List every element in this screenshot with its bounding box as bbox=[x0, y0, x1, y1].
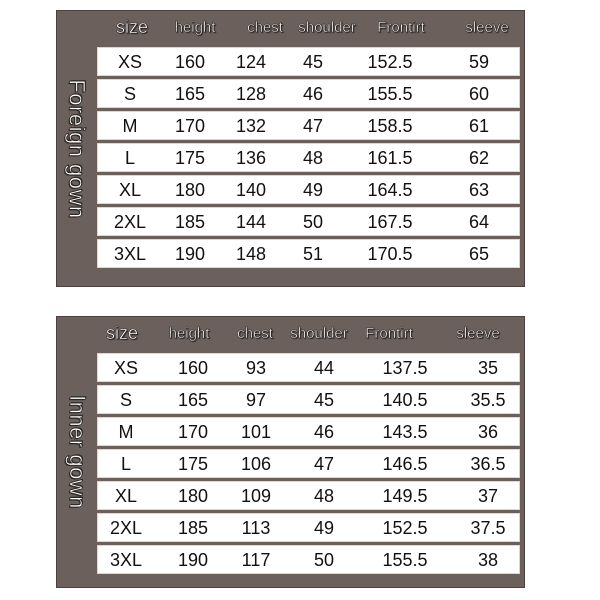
foreign-gown-size-table bbox=[56, 10, 525, 287]
header-size: size bbox=[105, 323, 139, 343]
cell-chest: 106 bbox=[240, 454, 272, 474]
cell-frontirt: 170.5 bbox=[367, 244, 413, 264]
cell-shoulder: 47 bbox=[313, 454, 335, 474]
cell-size: L bbox=[124, 148, 136, 168]
cell-chest: 136 bbox=[235, 148, 267, 168]
cell-height: 160 bbox=[177, 358, 209, 378]
cell-shoulder: 49 bbox=[313, 518, 335, 538]
cell-sleeve: 38 bbox=[477, 550, 499, 570]
table-body bbox=[97, 353, 520, 577]
cell-height: 170 bbox=[174, 116, 206, 136]
table-row bbox=[97, 449, 520, 478]
cell-shoulder: 45 bbox=[302, 52, 324, 72]
cell-size: 2XL bbox=[109, 518, 143, 538]
header-shoulder: shoulder bbox=[298, 19, 356, 36]
cell-chest: 144 bbox=[235, 212, 267, 232]
cell-height: 180 bbox=[177, 486, 209, 506]
cell-chest: 113 bbox=[241, 518, 271, 538]
cell-height: 180 bbox=[174, 180, 206, 200]
cell-shoulder: 47 bbox=[302, 116, 324, 136]
header-chest: chest bbox=[247, 19, 283, 36]
header-chest: chest bbox=[237, 325, 273, 342]
cell-height: 185 bbox=[177, 518, 209, 538]
table-row bbox=[97, 111, 520, 140]
table-row bbox=[97, 417, 520, 446]
cell-size: S bbox=[119, 390, 133, 410]
cell-size: M bbox=[118, 422, 134, 442]
cell-sleeve: 61 bbox=[468, 116, 490, 136]
cell-size: XS bbox=[113, 358, 139, 378]
cell-size: 3XL bbox=[113, 244, 147, 264]
cell-shoulder: 48 bbox=[302, 148, 324, 168]
cell-height: 170 bbox=[177, 422, 209, 442]
header-size: size bbox=[115, 17, 149, 37]
cell-sleeve: 35.5 bbox=[470, 390, 506, 410]
cell-sleeve: 60 bbox=[468, 84, 490, 104]
header-row bbox=[97, 11, 520, 47]
cell-frontirt: 155.5 bbox=[382, 550, 428, 570]
cell-shoulder: 51 bbox=[302, 244, 324, 264]
inner-gown-size-table bbox=[56, 316, 525, 588]
cell-frontirt: 161.5 bbox=[367, 148, 413, 168]
cell-frontirt: 152.5 bbox=[367, 52, 413, 72]
cell-size: L bbox=[120, 454, 132, 474]
header-height: height bbox=[174, 19, 216, 36]
cell-chest: 97 bbox=[245, 390, 267, 410]
table-row bbox=[97, 481, 520, 510]
cell-size: 2XL bbox=[113, 212, 147, 232]
cell-shoulder: 44 bbox=[313, 358, 335, 378]
cell-chest: 93 bbox=[245, 358, 267, 378]
table-row bbox=[97, 175, 520, 204]
table-row bbox=[97, 207, 520, 236]
cell-chest: 124 bbox=[235, 52, 267, 72]
table-body bbox=[97, 47, 520, 271]
header-row bbox=[97, 317, 520, 353]
cell-shoulder: 46 bbox=[302, 84, 324, 104]
cell-height: 175 bbox=[177, 454, 209, 474]
table-row bbox=[97, 353, 520, 382]
header-height: height bbox=[168, 325, 210, 342]
header-shoulder: shoulder bbox=[290, 325, 348, 342]
cell-height: 165 bbox=[174, 84, 206, 104]
table-row bbox=[97, 545, 520, 574]
header-frontirt: Frontirt bbox=[365, 325, 413, 342]
foreign-gown-label: Foreign gown bbox=[65, 78, 90, 219]
cell-frontirt: 137.5 bbox=[382, 358, 428, 378]
cell-sleeve: 62 bbox=[468, 148, 490, 168]
cell-chest: 148 bbox=[235, 244, 267, 264]
cell-sleeve: 37.5 bbox=[470, 518, 506, 538]
cell-sleeve: 65 bbox=[468, 244, 490, 264]
cell-sleeve: 36.5 bbox=[470, 454, 506, 474]
cell-size: S bbox=[123, 84, 137, 104]
cell-size: XS bbox=[117, 52, 143, 72]
side-label bbox=[57, 11, 97, 286]
cell-size: 3XL bbox=[109, 550, 143, 570]
cell-shoulder: 45 bbox=[313, 390, 335, 410]
cell-size: XL bbox=[114, 486, 138, 506]
cell-chest: 140 bbox=[235, 180, 267, 200]
cell-sleeve: 59 bbox=[468, 52, 490, 72]
cell-frontirt: 149.5 bbox=[382, 486, 428, 506]
cell-frontirt: 155.5 bbox=[367, 84, 413, 104]
table-row bbox=[97, 47, 520, 76]
cell-size: M bbox=[122, 116, 138, 136]
cell-sleeve: 36 bbox=[477, 422, 499, 442]
table-row bbox=[97, 239, 520, 268]
cell-height: 185 bbox=[174, 212, 206, 232]
header-sleeve: sleeve bbox=[465, 19, 509, 36]
cell-chest: 117 bbox=[241, 550, 271, 570]
cell-shoulder: 48 bbox=[313, 486, 335, 506]
cell-sleeve: 35 bbox=[477, 358, 499, 378]
header-sleeve: sleeve bbox=[456, 325, 500, 342]
table-row bbox=[97, 513, 520, 542]
cell-chest: 109 bbox=[240, 486, 272, 506]
cell-frontirt: 152.5 bbox=[382, 518, 428, 538]
cell-shoulder: 46 bbox=[313, 422, 335, 442]
header-frontirt: Frontirt bbox=[377, 19, 425, 36]
cell-frontirt: 146.5 bbox=[382, 454, 428, 474]
inner-gown-label: Inner gown bbox=[65, 395, 91, 509]
cell-sleeve: 64 bbox=[468, 212, 490, 232]
cell-frontirt: 140.5 bbox=[382, 390, 428, 410]
cell-height: 165 bbox=[177, 390, 209, 410]
cell-chest: 128 bbox=[235, 84, 267, 104]
cell-height: 190 bbox=[174, 244, 206, 264]
cell-height: 190 bbox=[177, 550, 209, 570]
cell-shoulder: 49 bbox=[302, 180, 324, 200]
cell-frontirt: 164.5 bbox=[367, 180, 413, 200]
cell-frontirt: 167.5 bbox=[367, 212, 413, 232]
cell-height: 160 bbox=[174, 52, 206, 72]
cell-height: 175 bbox=[174, 148, 206, 168]
cell-chest: 132 bbox=[235, 116, 267, 136]
cell-chest: 101 bbox=[240, 422, 272, 442]
side-label bbox=[57, 317, 97, 587]
cell-shoulder: 50 bbox=[302, 212, 324, 232]
cell-frontirt: 158.5 bbox=[367, 116, 413, 136]
cell-sleeve: 63 bbox=[468, 180, 490, 200]
cell-frontirt: 143.5 bbox=[382, 422, 428, 442]
table-row bbox=[97, 79, 520, 108]
cell-shoulder: 50 bbox=[313, 550, 335, 570]
table-row bbox=[97, 143, 520, 172]
cell-sleeve: 37 bbox=[477, 486, 499, 506]
table-row bbox=[97, 385, 520, 414]
cell-size: XL bbox=[118, 180, 142, 200]
